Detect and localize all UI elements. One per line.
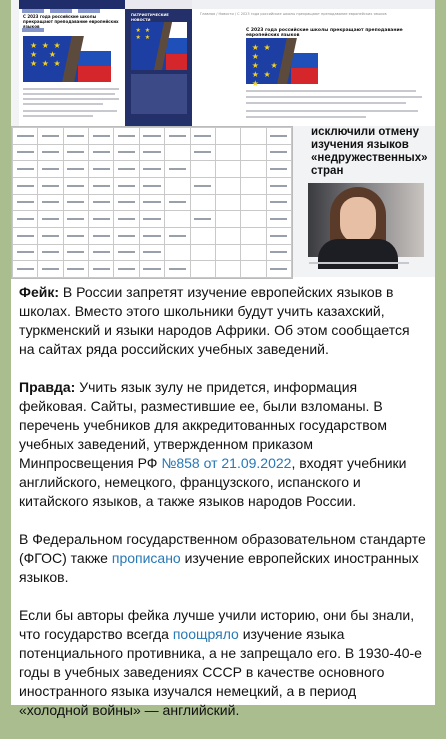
site-screenshot-1 <box>19 0 125 126</box>
site-headline: С 2023 года российские школы прекращают преподавание европейских языков <box>246 28 403 38</box>
fake-paragraph: Фейк: В России запретят изучение европейских языков в школах. Вместо этого школьники будут учить казахский, туркменский и языки народов Африки. Об этом сообщается на сайтах ряда российских учебных заведений. <box>19 284 410 357</box>
textbook-list-table <box>11 126 293 279</box>
breadcrumb: Главная / Новости / С 2023 года российские школы прекращают преподавание европейских языков <box>200 12 387 16</box>
magazine-label: ПАТРИОТИЧЕСКИЕ НОВОСТИ <box>131 13 169 22</box>
media-collage[interactable] <box>11 0 435 277</box>
fake-label: Фейк: <box>19 284 60 300</box>
classroom-image <box>131 74 187 114</box>
flag-image: ★ ★ ★ ★ <box>131 22 187 70</box>
site-navbar <box>19 0 125 9</box>
history-link[interactable]: поощряло <box>172 626 239 642</box>
fgos-link[interactable]: прописано <box>111 550 181 566</box>
truth-paragraph: Правда: Учить язык зулу не придется, информация фейковая. Сайты, разместившие ее, были взломаны. В перечень учебников для аккредитованных государством учебных заведений, утвержденном приказом Минпросвещения РФ №858 от 21.09.2022, входят учебники английского, немецкого, французского, испанского и китайского языков, а также языков народов России. <box>19 379 407 509</box>
site-screenshot-3 <box>192 0 435 126</box>
flag-image: ★ ★ ★ ★ ★ ★ ★ ★ <box>246 38 318 84</box>
site-navbar <box>192 0 435 9</box>
article-headline: исключили отмену изучения языков «недружественных» стран <box>311 126 428 177</box>
truth-label: Правда: <box>19 379 76 395</box>
message-text <box>19 283 427 739</box>
woman-photo <box>308 183 424 257</box>
message-bubble <box>11 0 435 718</box>
site-navbar <box>125 0 192 9</box>
history-paragraph: Если бы авторы фейка лучше учили историю, они бы знали, что государство всегда поощряло изучение языка потенциального противника, а не запрещало его. В 1930-40-е годы в учебных заведениях СССР в качестве основного иностранного языка изучался немецкий, а в период «холодной войны» — английский. <box>19 607 422 718</box>
fgos-paragraph: В Федеральном государственном образовательном стандарте (ФГОС) также прописано изучение европейских иностранных языков. <box>19 531 426 585</box>
order-link[interactable]: №858 от 21.09.2022 <box>161 455 292 471</box>
flag-image: ★ ★ ★ ★ ★ ★ ★ ★ <box>23 36 111 82</box>
site-screenshot-2 <box>125 0 192 126</box>
site-headline: С 2023 года российские школы прекращают преподавание европейских языков <box>23 14 119 29</box>
